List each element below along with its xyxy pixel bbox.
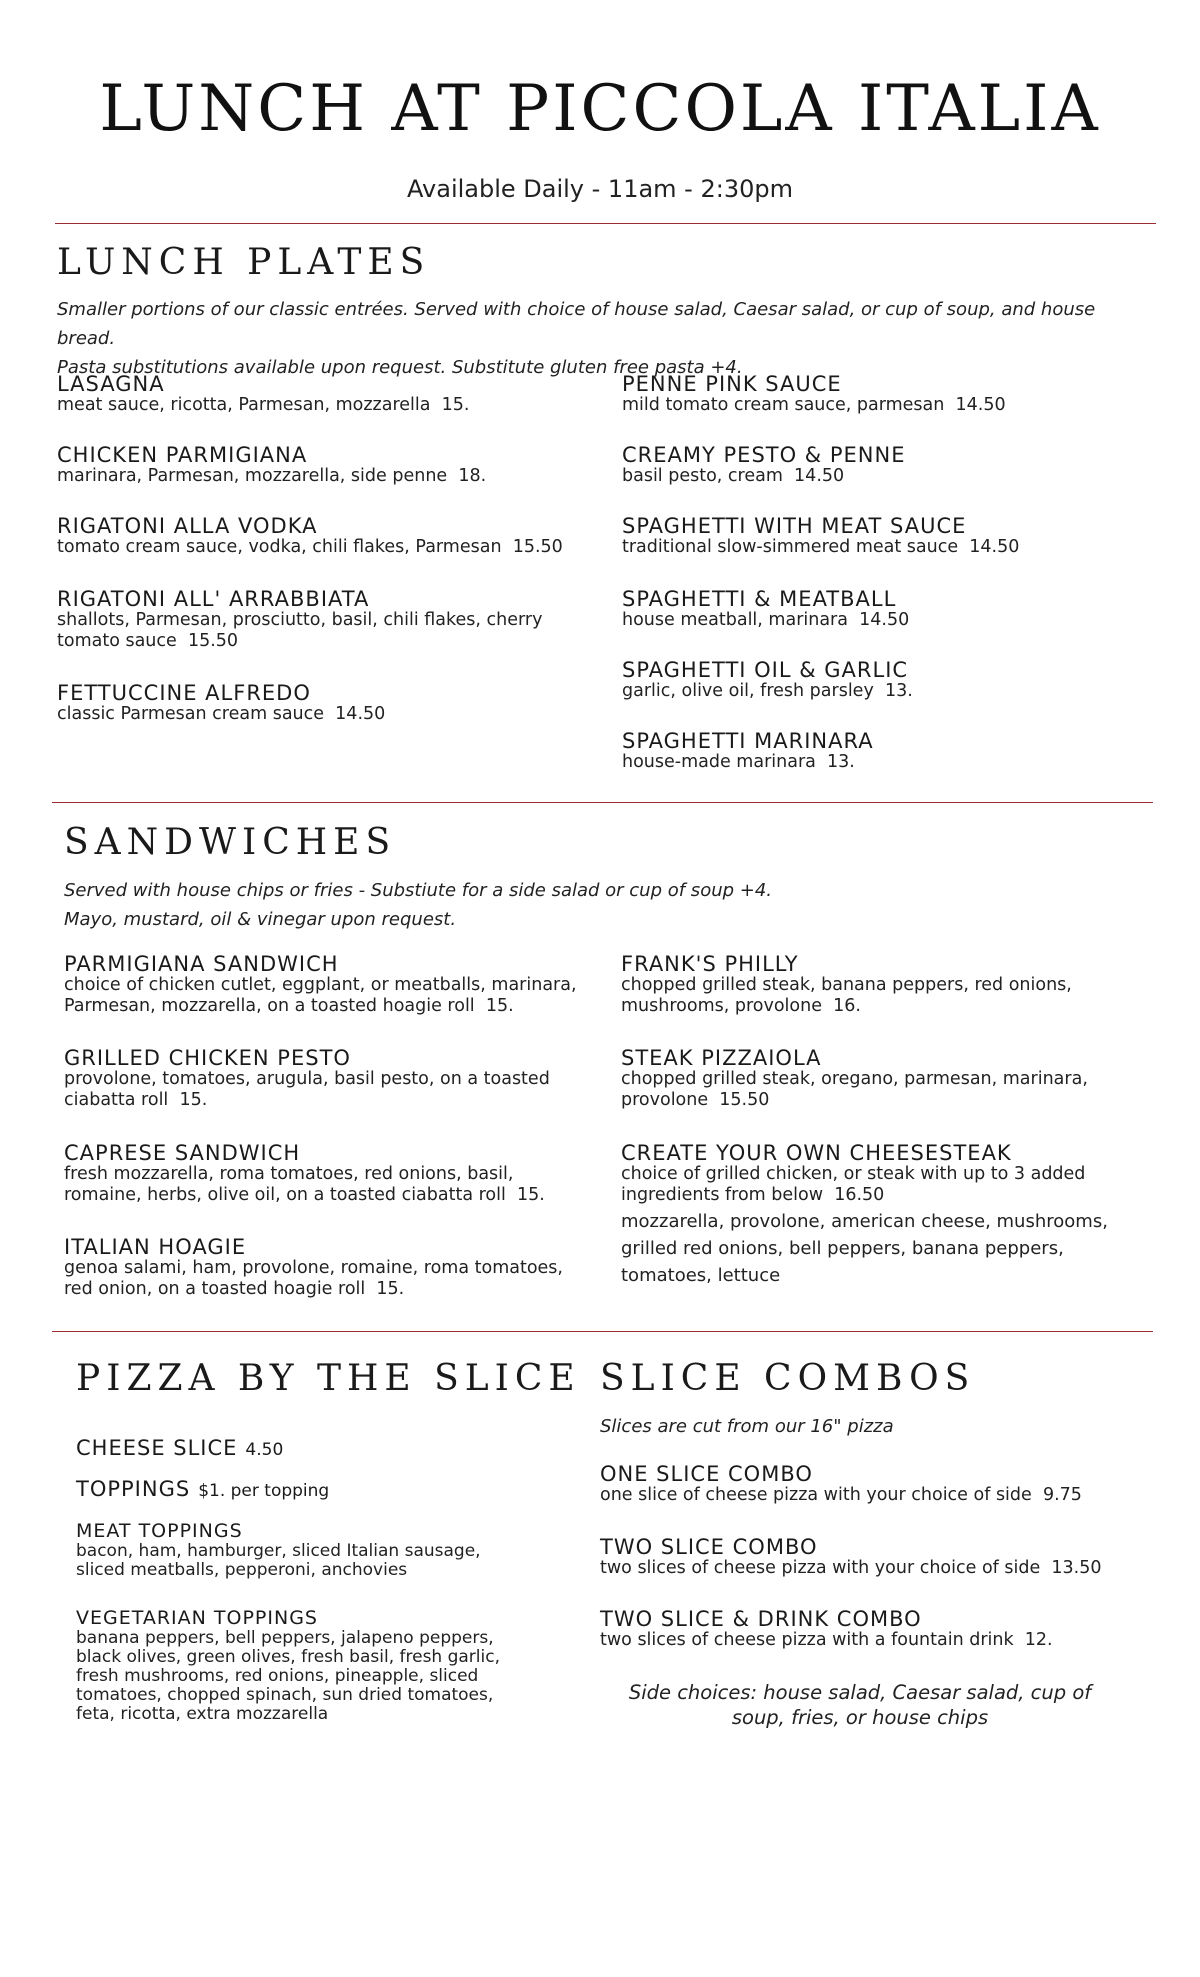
- combo-item: [600, 1536, 1140, 1579]
- item-price: 15.50: [719, 1090, 770, 1110]
- item-name: GRILLED CHICKEN PESTO: [64, 1046, 351, 1070]
- item-price: 14.50: [969, 537, 1020, 557]
- item-name: CREATE YOUR OWN CHEESESTEAK: [621, 1141, 1012, 1165]
- item-name: SPAGHETTI OIL & GARLIC: [622, 658, 909, 682]
- item-price: 15.: [441, 395, 470, 415]
- menu-item: [621, 1047, 1101, 1111]
- item-description: choice of chicken cutlet, eggplant, or meatballs, marinara, Parmesan, mozzarella, on a toasted hoagie roll 15.: [64, 975, 577, 1016]
- combos-heading: SLICE COMBOS: [600, 1358, 976, 1399]
- menu-item: [621, 1142, 1101, 1206]
- item-description: garlic, olive oil, fresh parsley 13.: [622, 681, 913, 701]
- item-price: 15.: [485, 996, 514, 1016]
- item-name: ITALIAN HOAGIE: [64, 1235, 247, 1259]
- lunch-plates-note-line-1: Smaller portions of our classic entrées. Served with choice of house salad, Caesar salad, or cup of soup, and house bread.: [57, 299, 1096, 349]
- item-description: classic Parmesan cream sauce 14.50: [57, 704, 386, 724]
- item-price: 15.: [179, 1090, 208, 1110]
- item-price: 14.50: [335, 704, 386, 724]
- menu-item: [622, 659, 1162, 702]
- item-description: traditional slow-simmered meat sauce 14.50: [622, 537, 1020, 557]
- menu-item: [64, 953, 594, 1017]
- combos-note: Slices are cut from our 16" pizza: [600, 1416, 894, 1437]
- item-description: two slices of cheese pizza with your choice of side 13.50: [600, 1558, 1102, 1578]
- item-name: FRANK'S PHILLY: [621, 952, 799, 976]
- item-price: 18.: [458, 466, 487, 486]
- item-description: house meatball, marinara 14.50: [622, 610, 910, 630]
- item-description: tomato cream sauce, vodka, chili flakes, Parmesan 15.50: [57, 537, 563, 557]
- item-description: fresh mozzarella, roma tomatoes, red onions, basil, romaine, herbs, olive oil, on a toasted ciabatta roll 15.: [64, 1164, 545, 1205]
- cheese-slice-label: CHEESE SLICE: [76, 1436, 238, 1460]
- menu-item: [57, 515, 597, 558]
- menu-item: [57, 373, 597, 416]
- item-name: SPAGHETTI MARINARA: [622, 729, 874, 753]
- lunch-plates-note: [57, 295, 1157, 382]
- meat-toppings: [76, 1520, 516, 1580]
- divider: [52, 1331, 1153, 1332]
- item-price: 15.50: [187, 631, 239, 651]
- item-name: RIGATONI ALLA VODKA: [57, 514, 318, 538]
- menu-item: [622, 444, 1162, 487]
- item-price: 14.50: [859, 610, 910, 630]
- pizza-heading: PIZZA BY THE SLICE: [76, 1358, 581, 1399]
- item-name: SPAGHETTI & MEATBALL: [622, 587, 897, 611]
- item-price: 15.: [376, 1279, 405, 1299]
- sandwiches-heading: SANDWICHES: [64, 822, 397, 863]
- item-price: 9.75: [1042, 1485, 1082, 1505]
- item-price: 14.50: [955, 395, 1006, 415]
- item-description: bacon, ham, hamburger, sliced Italian sausage, sliced meatballs, pepperoni, anchovies: [76, 1541, 481, 1580]
- menu-item: [57, 588, 602, 652]
- menu-item: [621, 953, 1101, 1017]
- cheese-slice-price: 4.50: [245, 1440, 284, 1460]
- item-price: 16.50: [834, 1185, 885, 1205]
- item-description: banana peppers, bell peppers, jalapeno peppers, black olives, green olives, fresh basil, fresh garlic, fresh mushrooms, red onions, pineapple, sliced tomatoes, chopped spinach, sun dried tomatoes, feta, ricotta, extra mozzarella: [76, 1628, 500, 1724]
- item-name: PENNE PINK SAUCE: [622, 372, 842, 396]
- item-price: 15.: [517, 1185, 545, 1205]
- sandwiches-note-line-1: Served with house chips or fries - Substiute for a side salad or cup of soup +4.: [64, 880, 773, 901]
- cheesesteak-ingredients: mozzarella, provolone, american cheese, mushrooms, grilled red onions, bell peppers, banana peppers, tomatoes, lettuce: [621, 1211, 1108, 1286]
- item-price: 13.50: [1051, 1558, 1102, 1578]
- menu-item: [57, 682, 597, 725]
- menu-item: [57, 444, 597, 487]
- item-price: 15.50: [512, 537, 563, 557]
- item-name: TWO SLICE & DRINK COMBO: [600, 1607, 922, 1631]
- menu-item: [622, 515, 1162, 558]
- item-name: CHICKEN PARMIGIANA: [57, 443, 308, 467]
- item-name: VEGETARIAN TOPPINGS: [76, 1607, 318, 1629]
- menu-item: [64, 1142, 594, 1206]
- item-description: one slice of cheese pizza with your choice of side 9.75: [600, 1485, 1082, 1505]
- combo-item: [600, 1463, 1120, 1506]
- lunch-plates-note-line-2: Pasta substitutions available upon request. Substitute gluten free pasta +4.: [57, 357, 743, 378]
- menu-item: [622, 373, 1162, 416]
- item-description: meat sauce, ricotta, Parmesan, mozzarella 15.: [57, 395, 470, 415]
- hours-text: Available Daily - 11am - 2:30pm: [407, 175, 793, 203]
- item-name: PARMIGIANA SANDWICH: [64, 952, 339, 976]
- item-name: SPAGHETTI WITH MEAT SAUCE: [622, 514, 967, 538]
- item-price: 16.: [833, 996, 861, 1016]
- item-price: 14.50: [794, 466, 845, 486]
- item-name: CREAMY PESTO & PENNE: [622, 443, 906, 467]
- menu-item: [622, 588, 1162, 631]
- page-title: LUNCH AT PICCOLA ITALIA: [99, 72, 1101, 146]
- toppings-line: [76, 1477, 329, 1501]
- toppings-label: TOPPINGS: [76, 1477, 191, 1501]
- divider: [55, 223, 1156, 224]
- combo-item: [600, 1608, 1140, 1651]
- item-name: MEAT TOPPINGS: [76, 1520, 243, 1542]
- item-name: RIGATONI ALL' ARRABBIATA: [57, 587, 370, 611]
- sandwiches-note-line-2: Mayo, mustard, oil & vinegar upon request.: [64, 909, 457, 930]
- item-description: mild tomato cream sauce, parmesan 14.50: [622, 395, 1006, 415]
- lunch-plates-heading: LUNCH PLATES: [57, 242, 431, 283]
- item-name: FETTUCCINE ALFREDO: [57, 681, 311, 705]
- item-name: TWO SLICE COMBO: [600, 1535, 818, 1559]
- item-description: marinara, Parmesan, mozzarella, side penne 18.: [57, 466, 487, 486]
- menu-item: [622, 730, 1162, 773]
- cheese-slice: [76, 1436, 283, 1460]
- toppings-price: $1. per topping: [198, 1481, 330, 1501]
- sandwiches-note: [64, 876, 1064, 934]
- item-name: LASAGNA: [57, 372, 165, 396]
- item-name: STEAK PIZZAIOLA: [621, 1046, 822, 1070]
- side-choices: Side choices: house salad, Caesar salad, cup of soup, fries, or house chips: [628, 1681, 1092, 1729]
- item-description: basil pesto, cream 14.50: [622, 466, 845, 486]
- item-price: 13.: [827, 752, 855, 772]
- item-description: genoa salami, ham, provolone, romaine, roma tomatoes, red onion, on a toasted hoagie roll 15.: [64, 1258, 563, 1299]
- item-name: ONE SLICE COMBO: [600, 1462, 813, 1486]
- menu-item: [64, 1047, 574, 1111]
- item-description: choice of grilled chicken, or steak with up to 3 added ingredients from below 16.50: [621, 1164, 1086, 1205]
- item-price: 13.: [884, 681, 913, 701]
- item-name: CAPRESE SANDWICH: [64, 1141, 301, 1165]
- item-price: 12.: [1024, 1630, 1053, 1650]
- menu-item: [64, 1236, 594, 1300]
- divider: [52, 802, 1153, 803]
- item-description: two slices of cheese pizza with a fountain drink 12.: [600, 1630, 1053, 1650]
- item-description: chopped grilled steak, banana peppers, red onions, mushrooms, provolone 16.: [621, 975, 1072, 1016]
- item-description: chopped grilled steak, oregano, parmesan, marinara, provolone 15.50: [621, 1069, 1088, 1110]
- item-description: shallots, Parmesan, prosciutto, basil, chili flakes, cherry tomato sauce 15.50: [57, 610, 543, 651]
- vegetarian-toppings: [76, 1607, 516, 1724]
- item-description: provolone, tomatoes, arugula, basil pesto, on a toasted ciabatta roll 15.: [64, 1069, 550, 1110]
- item-description: house-made marinara 13.: [622, 752, 855, 772]
